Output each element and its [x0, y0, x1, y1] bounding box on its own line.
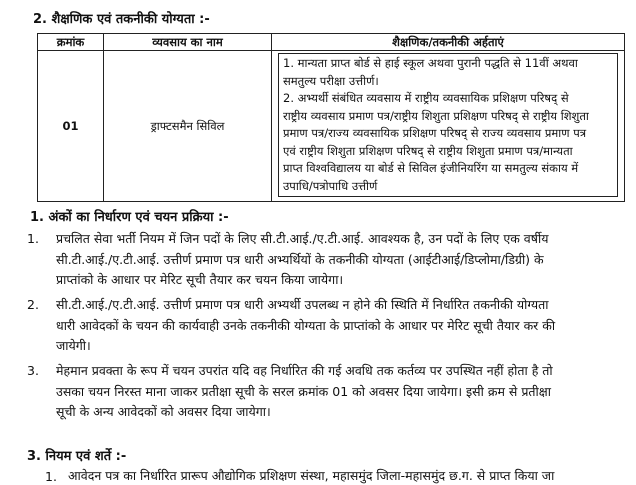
qualification-line: 1. मान्यता प्राप्त बोर्ड से हाई स्कूल अथवा पुरानी पद्धति से 11वीं अथवा — [283, 56, 578, 70]
table-header-row — [38, 34, 625, 51]
cell-trade: ड्राफ्टसमैन सिविल — [104, 51, 272, 202]
cell-serial: 01 — [38, 51, 104, 202]
item-line: प्राप्तांको के आधार पर मेरिट सूची तैयार कर चयन किया जायेगा। — [56, 272, 344, 287]
rules-item-1: आवेदन पत्र का निर्धारित प्रारूप औद्योगिक प्रशिक्षण संस्था, महासमुंद जिला-महासमुंद छ.ग. से प्राप्त किया जा — [68, 468, 555, 483]
cell-qualification — [272, 51, 625, 202]
qualification-line: एवं राष्ट्रीय शिशुता प्रशिक्षण परिषद् से राष्ट्रीय शिशुता प्रमाण पत्र/मान्यता — [283, 143, 573, 158]
qualification-line: उपाधि/पत्रोपाधि उत्तीर्ण — [283, 178, 378, 193]
item-line: सी.टी.आई./ए.टी.आई. उत्तीर्ण प्रमाण पत्र धारी अभ्यर्थी उपलब्ध न होने की स्थिति में निर्धारित तकनीकी योग्यता — [56, 297, 549, 312]
item-line: मेहमान प्रवक्ता के रूप में चयन उपरांत यदि वह निर्धारित की गई अवधि तक कर्तव्य पर उपस्थित नहीं होता है तो — [56, 363, 553, 378]
qualification-line: राष्ट्रीय व्यवसाय प्रमाण पत्र/राष्ट्रीय शिशुता प्रशिक्षण परिषद् से राष्ट्रीय शिशुता — [283, 108, 589, 123]
item-line: सी.टी.आई./ए.टी.आई. उत्तीर्ण प्रमाण पत्र धारी अभ्यर्थियों के तकनीकी योग्यता (आईटीआई/डिप्लोमा/डिग्री) के — [56, 251, 544, 267]
qualification-table — [37, 33, 625, 202]
selection-item-3 — [56, 361, 553, 423]
section-2-heading: 2. शैक्षणिक एवं तकनीकी योग्यता :- — [33, 12, 210, 27]
section-1-heading: 1. अंकों का निर्धारण एवं चयन प्रक्रिया :- — [30, 210, 229, 225]
selection-item-1 — [56, 229, 548, 291]
item-number: 1. — [45, 469, 57, 484]
qualification-line: प्राप्त विश्वविद्यालय या बोर्ड से सिविल इंजीनियरिंग या समतुल्य संकाय में — [283, 161, 579, 175]
item-line: उसका चयन निरस्त माना जाकर प्रतीक्षा सूची के सरल क्रमांक 01 को अवसर दिया जायेगा। इसी क्रम से प्रतीक्षा — [56, 383, 551, 399]
section-3-heading: 3. नियम एवं शर्ते :- — [27, 449, 127, 464]
qualification-line: प्रमाण पत्र/राज्य व्यवसायिक प्रशिक्षण परिषद् से राज्य व्यवसाय प्रमाण पत्र — [283, 126, 587, 140]
qualification-line: 2. अभ्यर्थी संबंधित व्यवसाय में राष्ट्रीय व्यवसायिक प्रशिक्षण परिषद् से — [283, 91, 569, 105]
selection-item-2 — [56, 295, 555, 357]
item-number: 2. — [27, 297, 39, 312]
qualification-line: समतुल्य परीक्षा उत्तीर्ण। — [283, 73, 379, 88]
header-qualification: शैक्षणिक/तकनीकी अर्हताएं — [272, 34, 625, 51]
header-serial: क्रमांक — [38, 34, 104, 51]
item-line: सूची के अन्य आवेदकों को अवसर दिया जायेगा। — [56, 404, 271, 419]
item-line: धारी आवेदकों के चयन की कार्यवाही उनके तकनीकी योग्यता के प्राप्तांको के आधार पर मेरिट सूची तैयार कर की — [56, 317, 556, 333]
table-row — [38, 51, 625, 202]
item-line: जायेगी। — [56, 338, 91, 353]
qualification-box — [278, 53, 618, 197]
item-number: 3. — [27, 363, 39, 378]
item-number: 1. — [27, 231, 39, 246]
item-line: प्रचलित सेवा भर्ती नियम में जिन पदों के लिए सी.टी.आई./ए.टी.आई. आवश्यक है, उन पदों के लिए एक वर्षीय — [56, 231, 549, 246]
header-trade: व्यवसाय का नाम — [104, 34, 272, 51]
